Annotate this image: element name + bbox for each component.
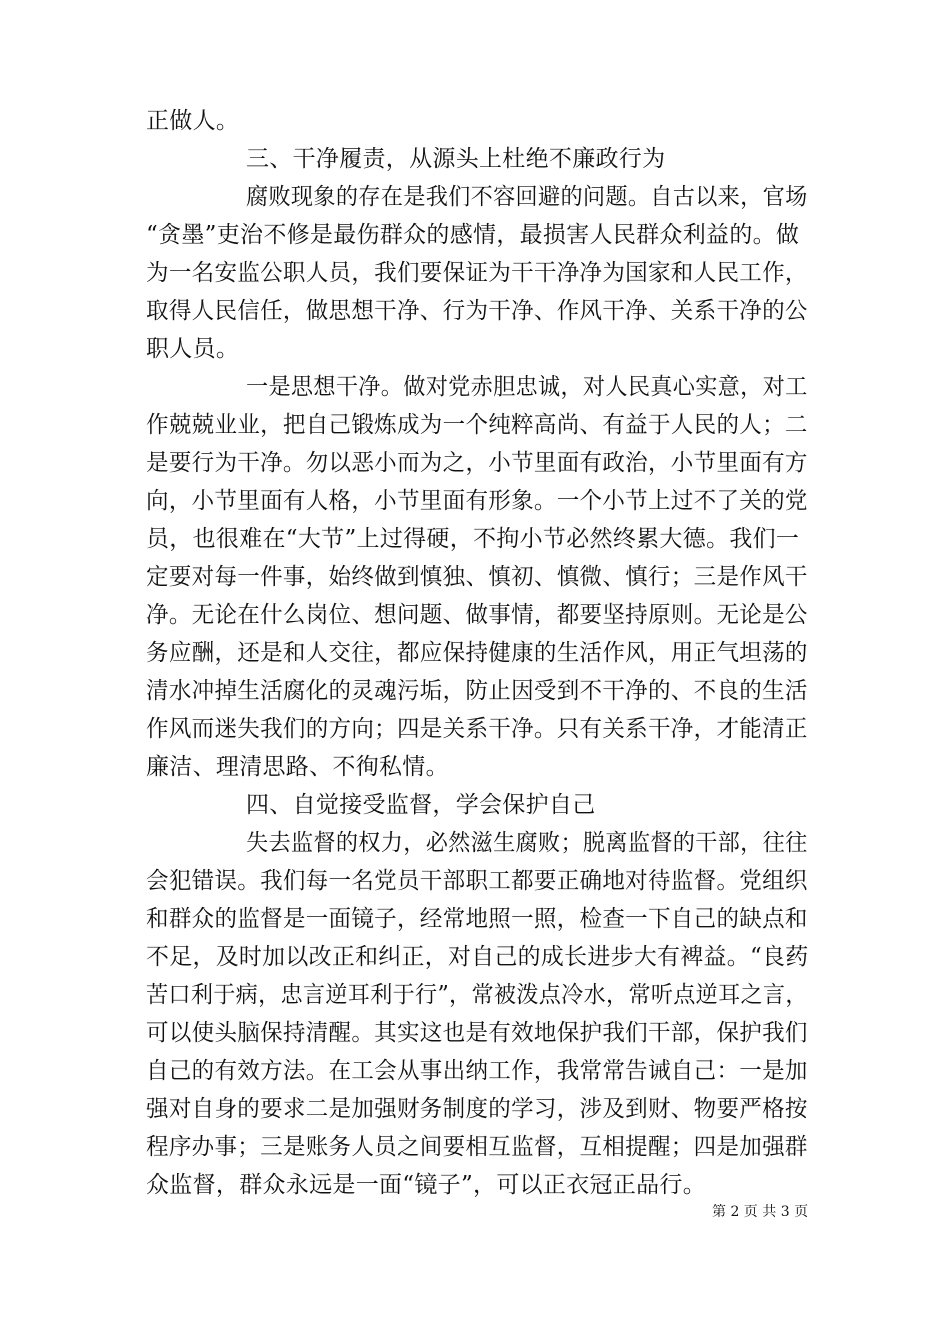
text-line: 正做人。 [146,108,240,134]
text-line: 廉洁、理清思路、不徇私情。 [146,754,449,780]
text-line: 作风而迷失我们的方向；四是关系干净。只有关系干净，才能清正 [146,716,808,742]
text-line: 员，也很难在“大节”上过得硬，不拘小节必然终累大德。我们一 [146,526,800,552]
text-line: 腐败现象的存在是我们不容回避的问题。自古以来，官场 [246,184,808,210]
text-line: 向，小节里面有人格，小节里面有形象。一个小节上过不了关的党 [146,488,808,514]
text-line: 务应酬，还是和人交往，都应保持健康的生活作风，用正气坦荡的 [146,640,808,666]
text-line: 清水冲掉生活腐化的灵魂污垢，防止因受到不干净的、不良的生活 [146,678,808,704]
text-line: “贪墨”吏治不修是最伤群众的感情，最损害人民群众利益的。做 [146,222,800,248]
text-line: 四、自觉接受监督，学会保护自己 [246,792,596,818]
text-line: 职人员。 [146,336,240,362]
text-line: 不足，及时加以改正和纠正，对自己的成长进步大有裨益。“良药 [146,944,809,970]
text-line: 众监督，群众永远是一面“镜子”，可以正衣冠正品行。 [146,1172,707,1198]
text-line: 一是思想干净。做对党赤胆忠诚，对人民真心实意，对工 [246,374,808,400]
text-line: 作兢兢业业，把自己锻炼成为一个纯粹高尚、有益于人民的人；二 [146,412,808,438]
page-footer: 第 2 页 共 3 页 [712,1204,809,1220]
text-line: 为一名安监公职人员，我们要保证为干干净净为国家和人民工作， [146,260,808,286]
text-line: 程序办事；三是账务人员之间要相互监督，互相提醒；四是加强群 [146,1134,808,1160]
text-line: 失去监督的权力，必然滋生腐败；脱离监督的干部，往往 [246,830,808,856]
text-line: 取得人民信任，做思想干净、行为干净、作风干净、关系干净的公 [146,298,808,324]
text-line: 三、干净履责，从源头上杜绝不廉政行为 [246,146,666,172]
text-line: 可以使头脑保持清醒。其实这也是有效地保护我们干部，保护我们 [146,1020,808,1046]
text-line: 会犯错误。我们每一名党员干部职工都要正确地对待监督。党组织 [146,868,808,894]
text-line: 和群众的监督是一面镜子，经常地照一照，检查一下自己的缺点和 [146,906,808,932]
text-line: 是要行为干净。勿以恶小而为之，小节里面有政治，小节里面有方 [146,450,808,476]
text-line: 强对自身的要求二是加强财务制度的学习，涉及到财、物要严格按 [146,1096,808,1122]
text-line: 定要对每一件事，始终做到慎独、慎初、慎微、慎行；三是作风干 [146,564,808,590]
text-line: 自己的有效方法。在工会从事出纳工作，我常常告诫自己：一是加 [146,1058,808,1084]
text-line: 净。无论在什么岗位、想问题、做事情，都要坚持原则。无论是公 [146,602,808,628]
text-line: 苦口利于病，忠言逆耳利于行”，常被泼点冷水，常听点逆耳之言， [146,982,808,1008]
